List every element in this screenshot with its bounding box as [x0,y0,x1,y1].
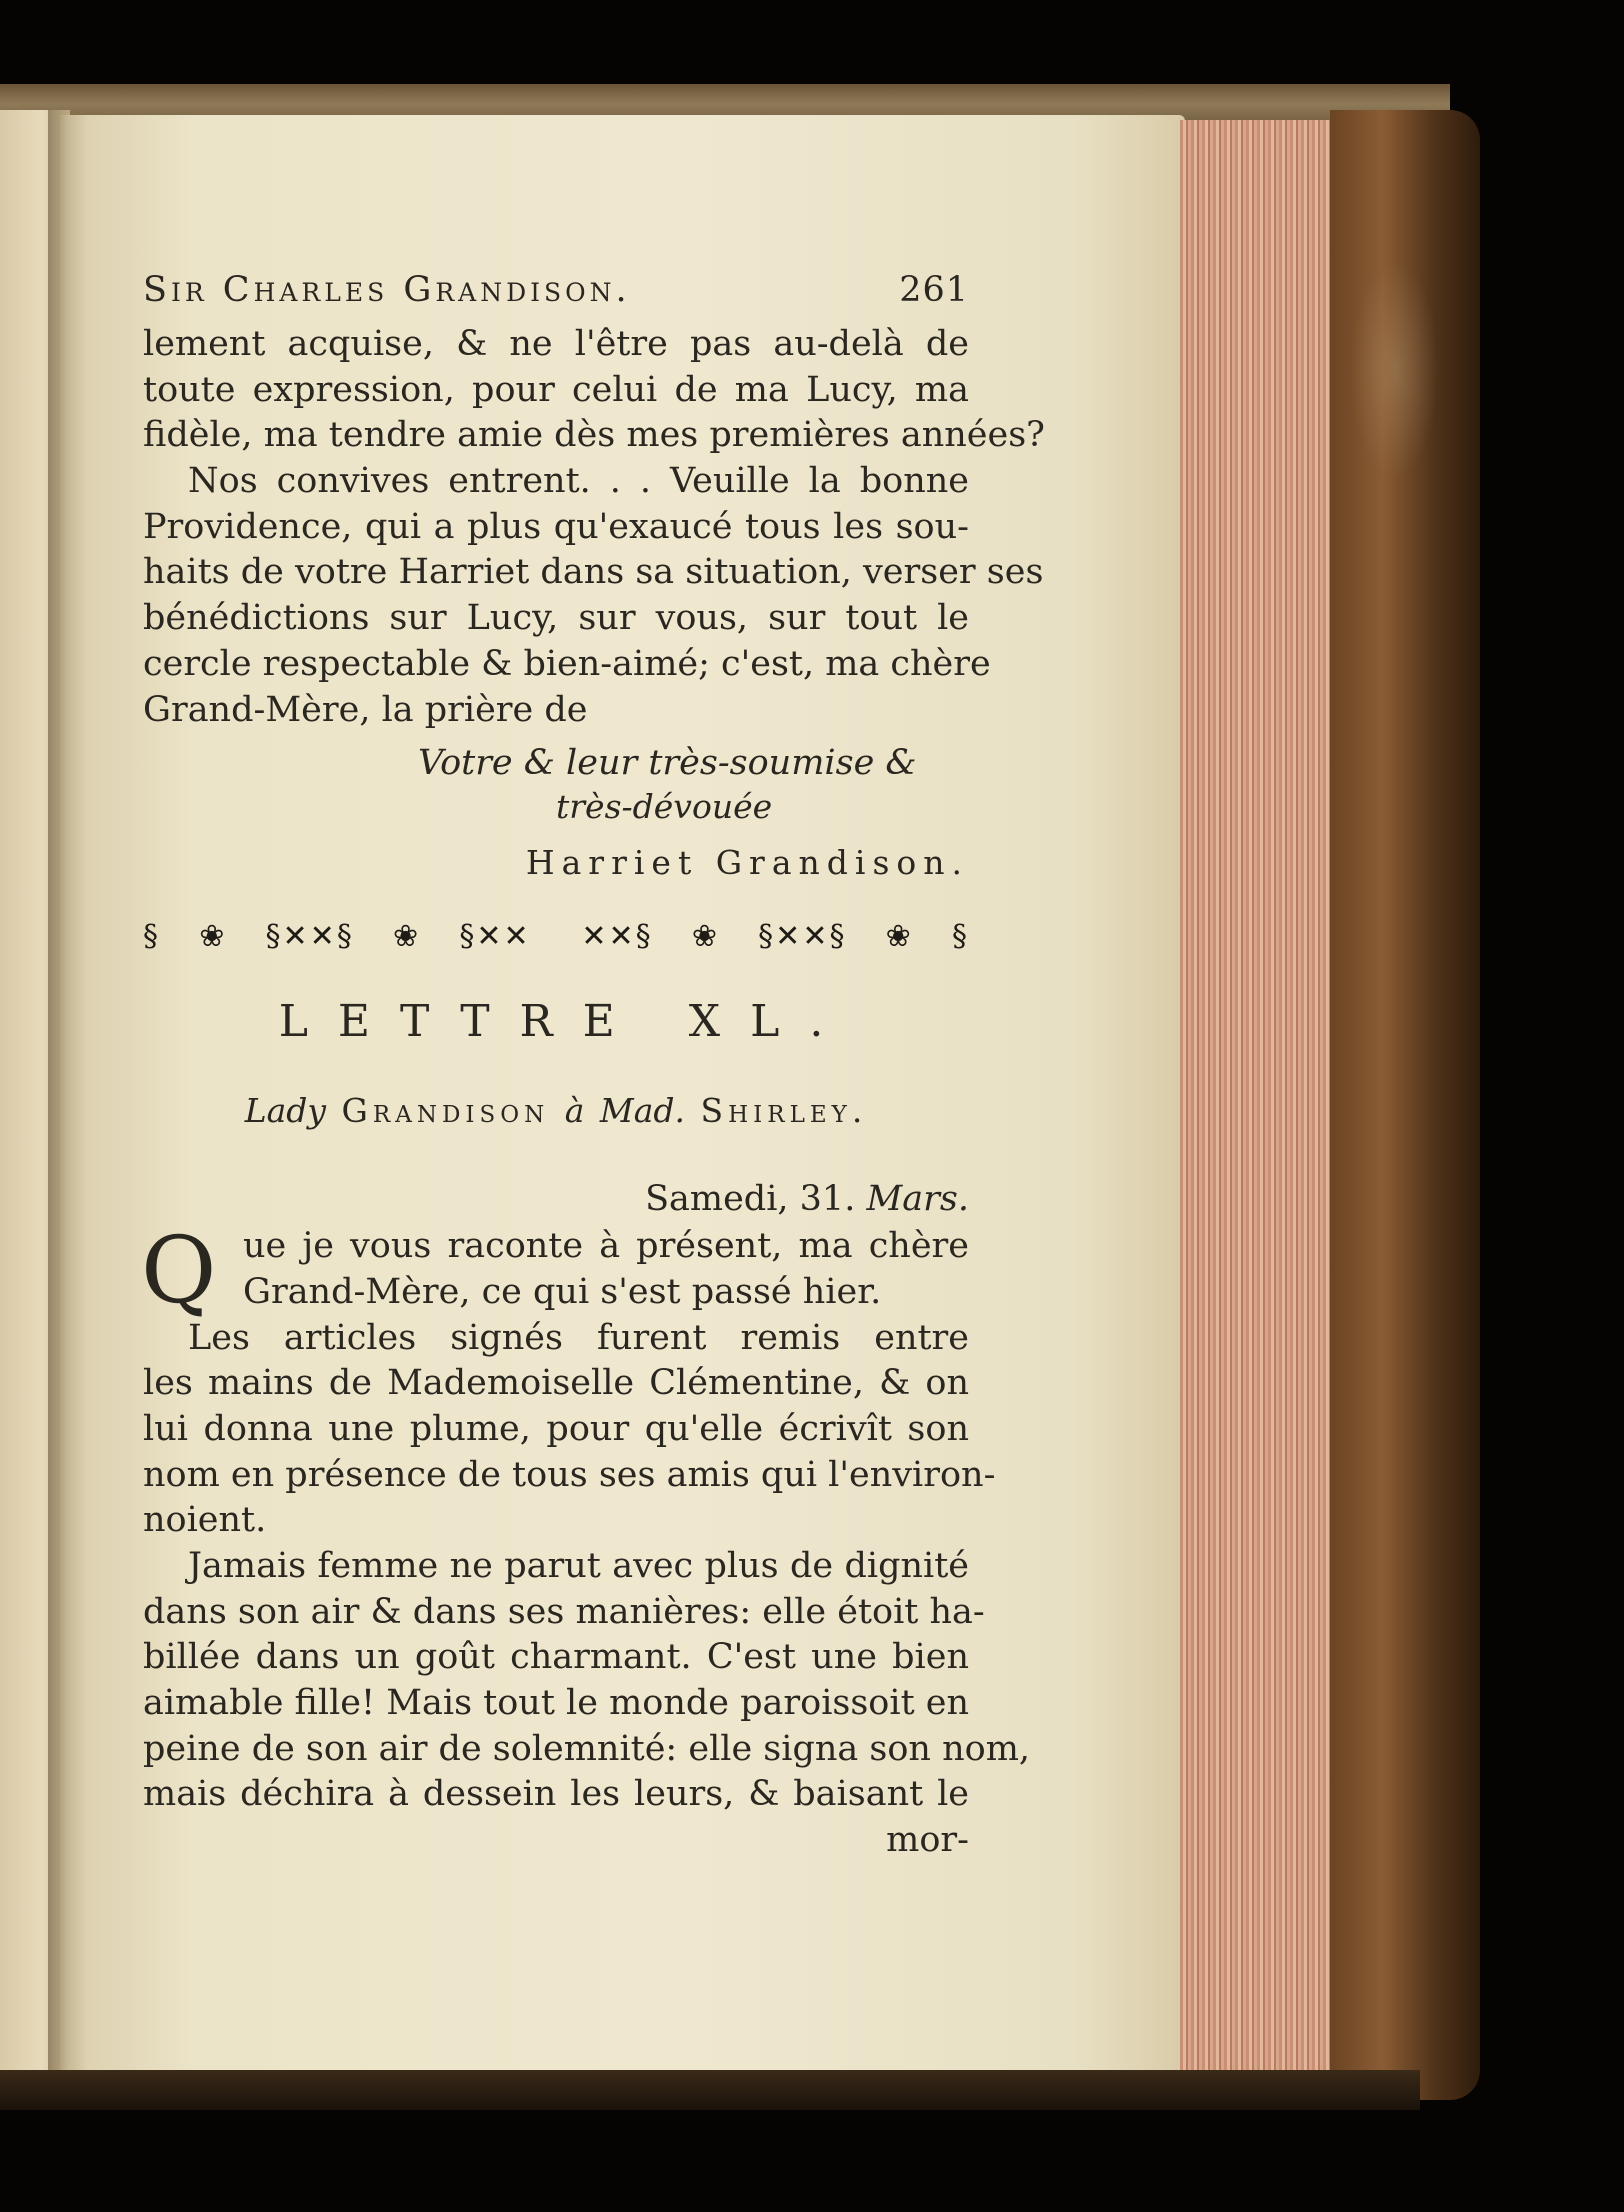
addressee-honorific: Lady [244,1091,327,1131]
ornament-band: §❀§✕✕§❀§✕✕ ✕✕§❀§✕✕§❀§ [143,918,969,954]
text-line: peine de son air de solemnité: elle signa son nom, [143,1728,1031,1769]
paragraph-5 [143,1544,1031,1818]
text-line: Jamais femme ne parut avec plus de dignité [188,1546,969,1586]
paragraph-2 [143,459,1044,733]
catchword: mor- [886,1820,969,1861]
letter-addressee [143,1086,969,1136]
signature-name: Harriet Grandison. [525,843,969,883]
text-line: Les articles signés furent remis entre [188,1317,969,1358]
page-fore-edge [1180,120,1345,2070]
text-line: Grand-Mère, ce qui s'est passé hier. [243,1271,882,1312]
addressee-title: Mad. [599,1091,685,1131]
text-line: Providence, qui a plus qu'exaucé tous les sou- [143,506,969,547]
page-text [141,270,1045,1863]
ornament-divider [143,916,969,956]
paragraph-4 [143,1316,996,1544]
paragraph-1 [143,322,1045,459]
paragraph-3 [141,1217,969,1325]
text-line: lement acquise, & ne l'être pas au-delà de [143,324,969,364]
signature-closing-line: Votre & leur très-soumise & [418,743,917,784]
text-line: cercle respectable & bien-aimé; c'est, ma chère [143,643,991,684]
text-line: bénédictions sur Lucy, sur vous, sur tout le [143,598,969,639]
running-title: Sir Charles Grandison. [143,270,631,310]
addressee-preposition: à [564,1091,585,1131]
addressee-recipient: Shirley. [700,1091,868,1131]
text-line: billée dans un goût charmant. C'est une bien [143,1637,969,1678]
text-line: aimable fille! Mais tout le monde paroissoit en [143,1683,970,1724]
text-line: noient. [143,1500,267,1541]
text-line: lui donna une plume, pour qu'elle écrivît son [143,1408,969,1449]
text-line: Grand-Mère, la prière de [143,689,588,730]
page-gutter [48,110,88,2075]
page-number: 261 [899,270,969,310]
addressee-sender: Grandison [341,1091,550,1131]
text-line: haits de votre Harriet dans sa situation, verser ses [143,552,1044,593]
date-month: Mars. [866,1179,969,1220]
letter-heading: LETTRE XL. [278,996,854,1048]
running-header [143,270,969,322]
text-line: ue je vous raconte à présent, ma chère [243,1226,969,1267]
book-bottom-edge [0,2070,1420,2110]
text-line: nom en présence de tous ses amis qui l'environ- [143,1454,996,1495]
date-day: Samedi, 31. [645,1179,856,1220]
text-line: dans son air & dans ses manières: elle étoit ha- [143,1591,985,1632]
text-line: toute expression, pour celui de ma Lucy, ma [143,369,969,410]
text-line: les mains de Mademoiselle Clémentine, & on [143,1363,969,1404]
drop-cap: Q [141,1217,217,1325]
text-line: Nos convives entrent. . . Veuille la bonne [188,461,969,502]
text-line: fidèle, ma tendre amie dès mes premières années? [143,415,1045,456]
letter-date [143,1174,969,1224]
text-line: mais déchira à dessein les leurs, & baisant le [143,1774,969,1815]
signature-closing-line-2: très-dévouée [556,787,773,827]
cover-wear-spot [1350,260,1440,480]
